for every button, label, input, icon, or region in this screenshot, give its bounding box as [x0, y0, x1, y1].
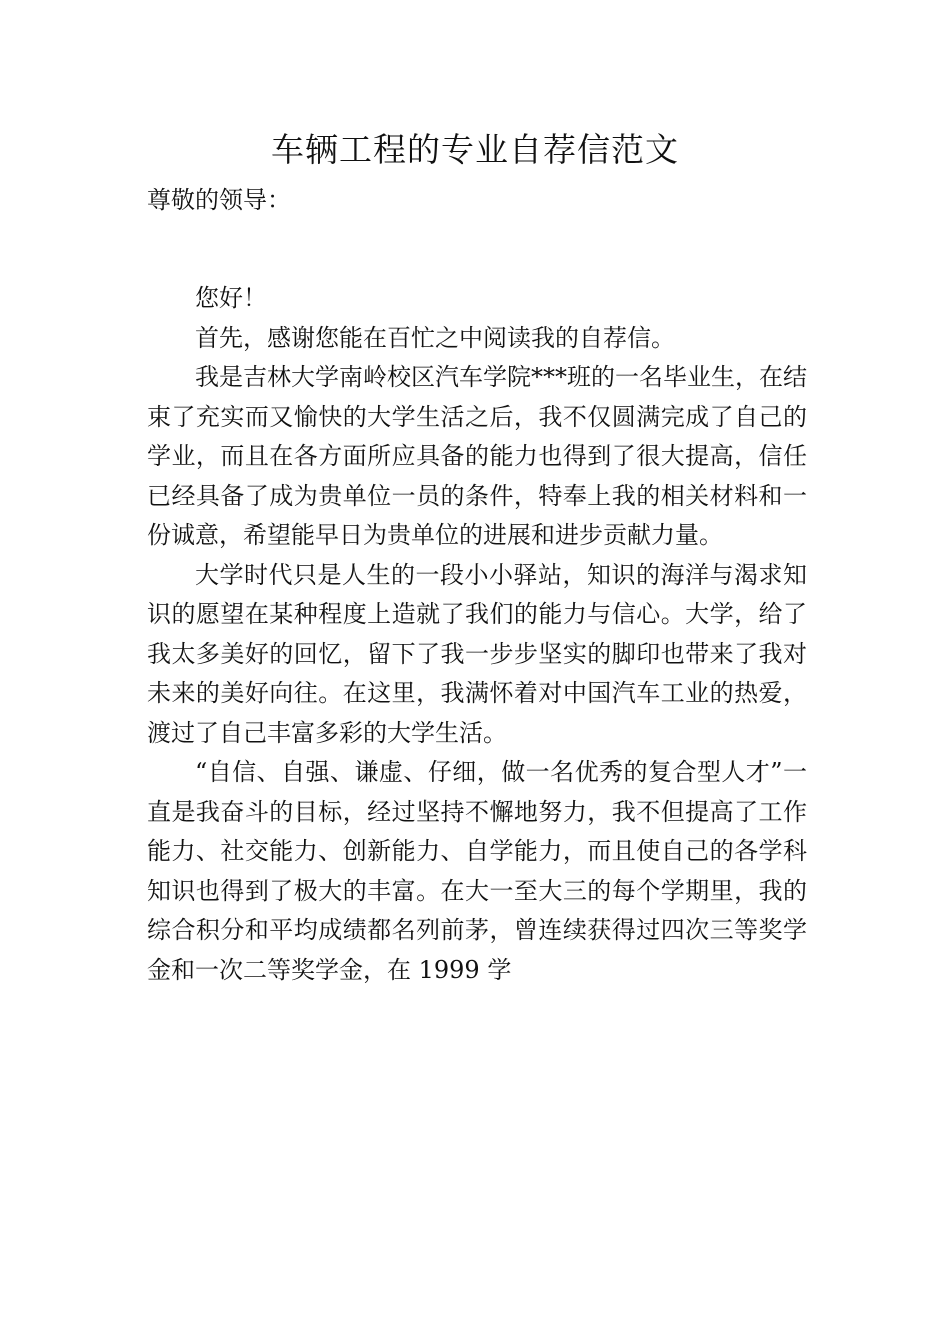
- body-paragraph: “自信、自强、谦虚、仔细，做一名优秀的复合型人才”一直是我奋斗的目标，经过坚持不懈地努力，我不但提高了工作能力、社交能力、创新能力、自学能力，而且使自己的各学科知识也得到了极大的丰富。在大一至大三的每个学期里，我的综合积分和平均成绩都名列前茅，曾连续获得过四次三等奖学金和一次二等奖学金，在 1999 学: [147, 758, 807, 984]
- letter-body: [147, 279, 807, 990]
- body-paragraph: 我是吉林大学南岭校区汽车学院***班的一名毕业生，在结束了充实而又愉快的大学生活之后，我不仅圆满完成了自己的学业，而且在各方面所应具备的能力也得到了很大提高，信任已经具备了成为贵单位一员的条件，特奉上我的相关材料和一份诚意，希望能早日为贵单位的进展和进步贡献力量。: [147, 363, 807, 549]
- body-paragraph: 大学时代只是人生的一段小小驿站，知识的海洋与渴求知识的愿望在某种程度上造就了我们的能力与信心。大学，给了我太多美好的回忆，留下了我一步步坚实的脚印也带来了我对未来的美好向往。在这里，我满怀着对中国汽车工业的热爱，渡过了自己丰富多彩的大学生活。: [147, 560, 807, 747]
- body-paragraph: 首先，感谢您能在百忙之中阅读我的自荐信。: [195, 323, 675, 352]
- greeting-paragraph: 您好！: [195, 284, 267, 312]
- document-title: 车辆工程的专业自荐信范文: [271, 130, 679, 169]
- salutation: 尊敬的领导：: [147, 186, 291, 214]
